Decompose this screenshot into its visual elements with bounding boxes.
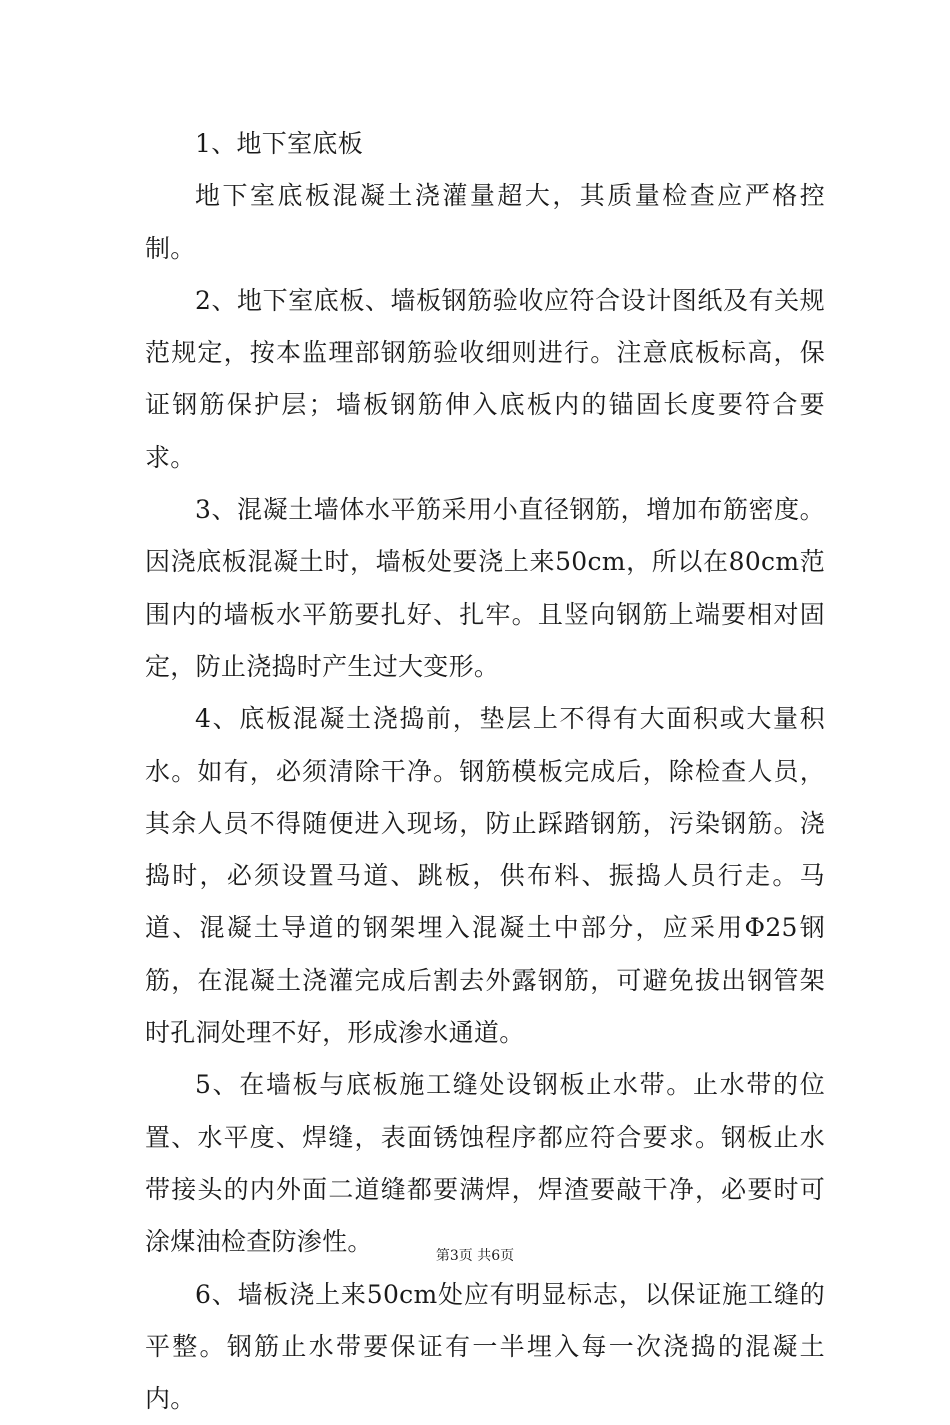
paragraph-item-2: 2、地下室底板、墙板钢筋验收应符合设计图纸及有关规范规定，按本监理部钢筋验收细则进行。注意底板标高，保证钢筋保护层；墙板钢筋伸入底板内的锚固长度要符合要求。 xyxy=(145,285,825,472)
paragraph-intro: 地下室底板混凝土浇灌量超大，其质量检查应严格控制。 xyxy=(145,181,825,263)
page-number-footer: 第3页 共6页 xyxy=(435,1248,515,1264)
paragraph-item-4: 4、底板混凝土浇捣前，垫层上不得有大面积或大量积水。如有，必须清除干净。钢筋模板完成后，除检查人员，其余人员不得随便进入现场，防止踩踏钢筋，污染钢筋。浇捣时，必须设置马道、跳板，供布料、振捣人员行走。马道、混凝土导道的钢架埋入混凝土中部分，应采用Φ25钢筋，在混凝土浇灌完成后割去外露钢筋，可避免拔出钢管架时孔洞处理不好，形成渗水通道。 xyxy=(145,704,825,1048)
paragraph-item-5: 5、在墙板与底板施工缝处设钢板止水带。止水带的位置、水平度、焊缝，表面锈蚀程序都应符合要求。钢板止水带接头的内外面二道缝都要满焊，焊渣要敲干净，必要时可涂煤油检查防渗性。 xyxy=(145,1070,825,1257)
document-body xyxy=(145,118,825,1425)
paragraph-item-3: 3、混凝土墙体水平筋采用小直径钢筋，增加布筋密度。因浇底板混凝土时，墙板处要浇上来50cm，所以在80cm范围内的墙板水平筋要扎好、扎牢。且竖向钢筋上端要相对固定，防止浇捣时产生过大变形。 xyxy=(145,495,825,681)
paragraph-section-1-heading: 1、地下室底板 xyxy=(195,129,364,158)
paragraph-item-6: 6、墙板浇上来50cm处应有明显标志，以保证施工缝的平整。钢筋止水带要保证有一半埋入每一次浇捣的混凝土内。 xyxy=(145,1279,825,1414)
